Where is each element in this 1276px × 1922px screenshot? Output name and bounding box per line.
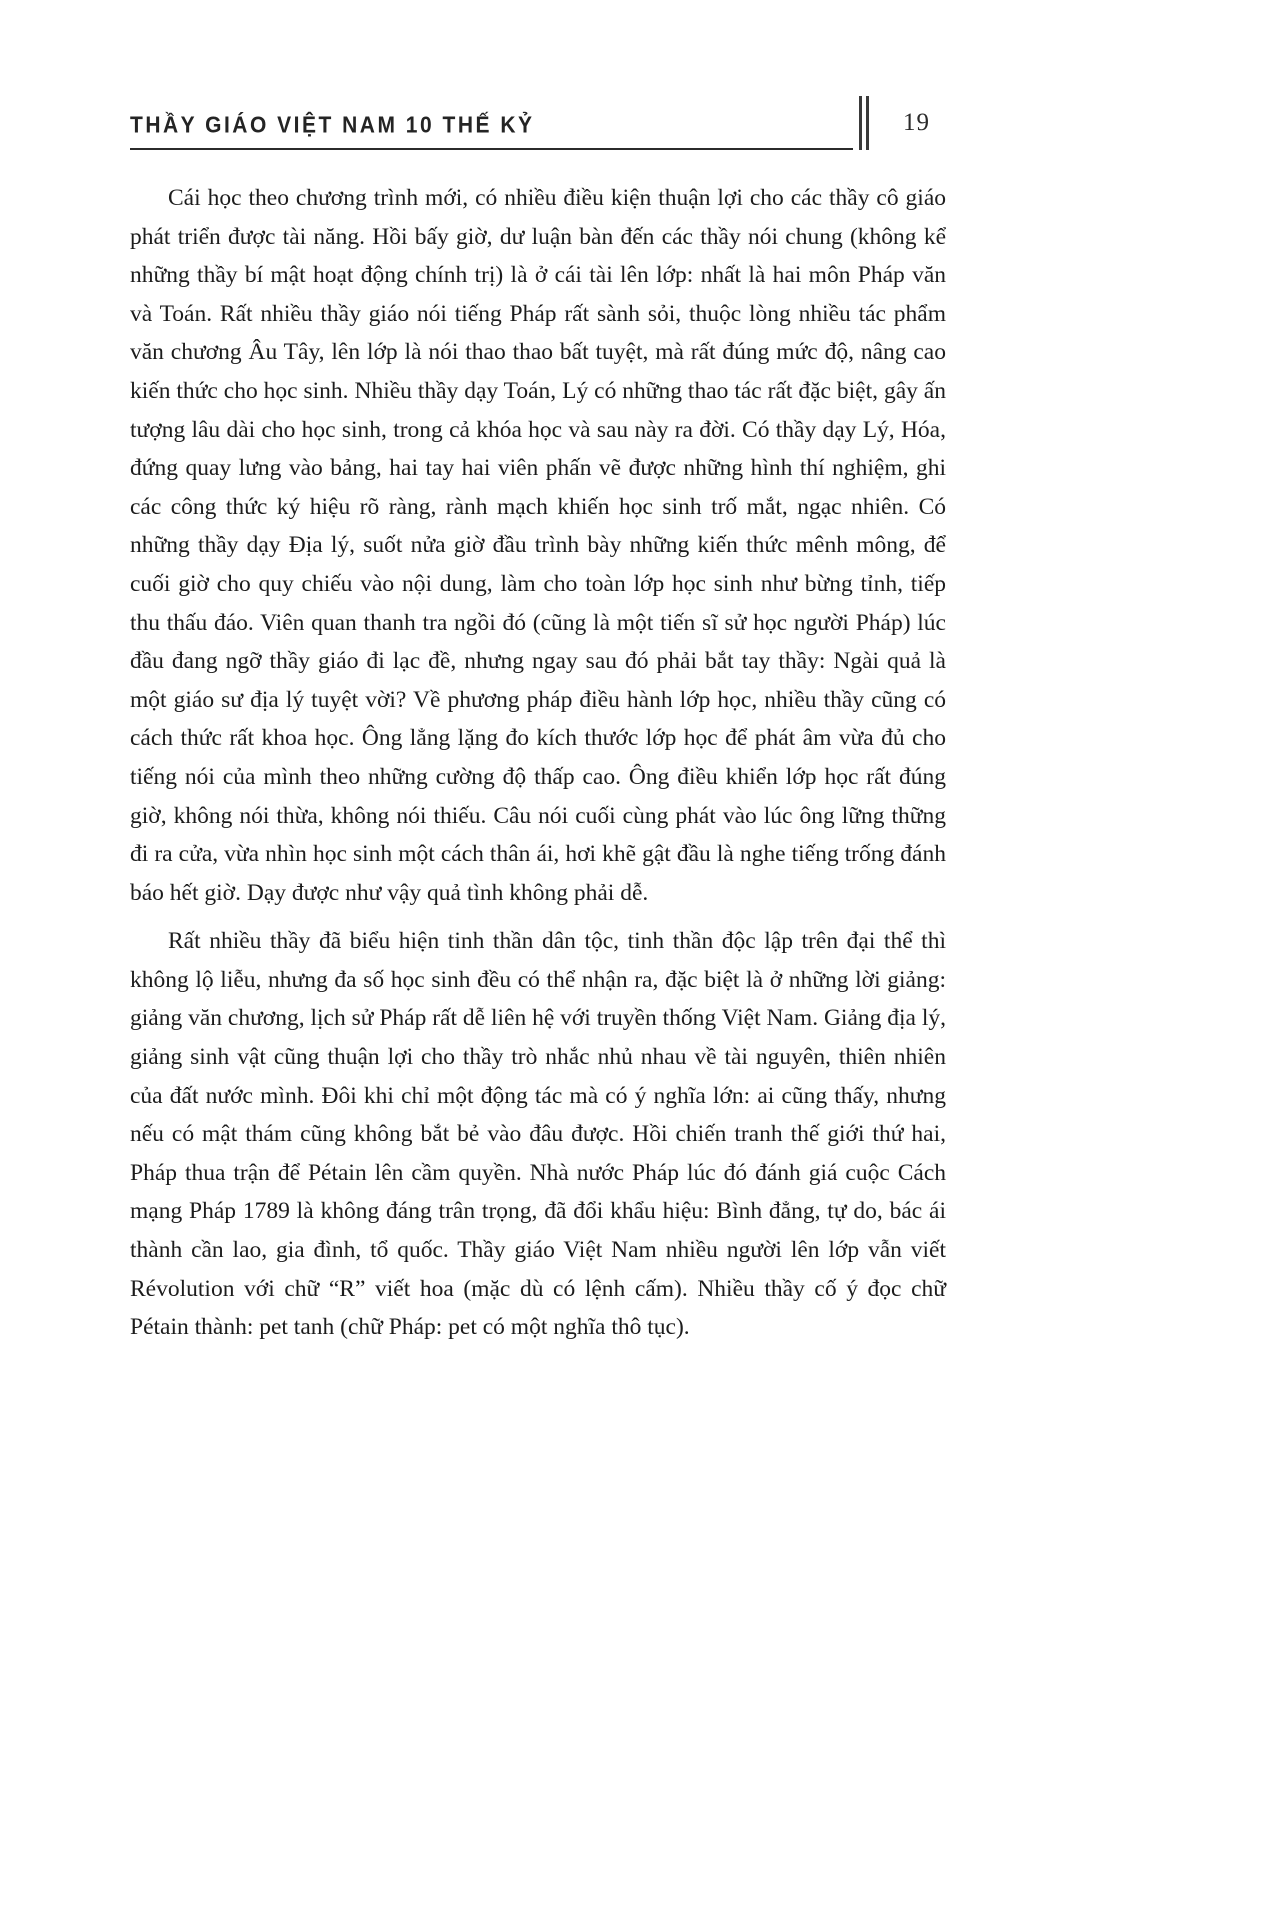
paragraph-2: Rất nhiều thầy đã biểu hiện tinh thần dân tộc, tinh thần độc lập trên đại thể thì không lộ liễu, nhưng đa số học sinh đều có thể nhận ra, đặc biệt là ở những lời giảng: giảng văn chương, lịch sử Pháp rất dễ liên hệ với truyền thống Việt Nam. Giảng địa lý, giảng sinh vật cũng thuận lợi cho thầy trò nhắc nhủ nhau về tài nguyên, thiên nhiên của đất nước mình. Đôi khi chỉ một động tác mà có ý nghĩa lớn: ai cũng thấy, nhưng nếu có mật thám cũng không bắt bẻ vào đâu được. Hồi chiến tranh thế giới thứ hai, Pháp thua trận để Pétain lên cầm quyền. Nhà nước Pháp lúc đó đánh giá cuộc Cách mạng Pháp 1789 là không đáng trân trọng, đã đổi khẩu hiệu: Bình đẳng, tự do, bác ái thành cần lao, gia đình, tổ quốc. Thầy giáo Việt Nam nhiều người lên lớp vẫn viết Révolution với chữ “R” viết hoa (mặc dù có lệnh cấm). Nhiều thầy cố ý đọc chữ Pétain thành: pet tanh (chữ Pháp: pet có một nghĩa thô tục). — [130, 928, 946, 1341]
page-header — [130, 96, 930, 150]
running-title: THẦY GIÁO VIỆT NAM 10 THẾ KỶ — [130, 112, 535, 138]
header-title-block — [130, 96, 853, 150]
page-number: 19 — [903, 109, 930, 136]
header-divider-double-bar — [859, 96, 869, 150]
paragraph-1: Cái học theo chương trình mới, có nhiều điều kiện thuận lợi cho các thầy cô giáo phát triển được tài năng. Hồi bấy giờ, dư luận bàn đến các thầy nói chung (không kể những thầy bí mật hoạt động chính trị) là ở cái tài lên lớp: nhất là hai môn Pháp văn và Toán. Rất nhiều thầy giáo nói tiếng Pháp rất sành sỏi, thuộc lòng nhiều tác phẩm văn chương Âu Tây, lên lớp là nói thao thao bất tuyệt, mà rất đúng mức độ, nâng cao kiến thức cho học sinh. Nhiều thầy dạy Toán, Lý có những thao tác rất đặc biệt, gây ấn tượng lâu dài cho học sinh, trong cả khóa học và sau này ra đời. Có thầy dạy Lý, Hóa, đứng quay lưng vào bảng, hai tay hai viên phấn vẽ được những hình thí nghiệm, ghi các công thức ký hiệu rõ ràng, rành mạch khiến học sinh trố mắt, ngạc nhiên. Có những thầy dạy Địa lý, suốt nửa giờ đầu trình bày những kiến thức mênh mông, để cuối giờ cho quy chiếu vào nội dung, làm cho toàn lớp học sinh như bừng tỉnh, tiếp thu thấu đáo. Viên quan thanh tra ngồi đó (cũng là một tiến sĩ sử học người Pháp) lúc đầu đang ngỡ thầy giáo đi lạc đề, nhưng ngay sau đó phải bắt tay thầy: Ngài quả là một giáo sư địa lý tuyệt vời? Về phương pháp điều hành lớp học, nhiều thầy cũng có cách thức rất khoa học. Ông lẳng lặng đo kích thước lớp học để phát âm vừa đủ cho tiếng nói của mình theo những cường độ thấp cao. Ông điều khiển lớp học rất đúng giờ, không nói thừa, không nói thiếu. Câu nói cuối cùng phát vào lúc ông lững thững đi ra cửa, vừa nhìn học sinh một cách thân ái, hơi khẽ gật đầu là nghe tiếng trống đánh báo hết giờ. Dạy được như vậy quả tình không phải dễ. — [130, 185, 946, 906]
page-body — [130, 179, 946, 1347]
